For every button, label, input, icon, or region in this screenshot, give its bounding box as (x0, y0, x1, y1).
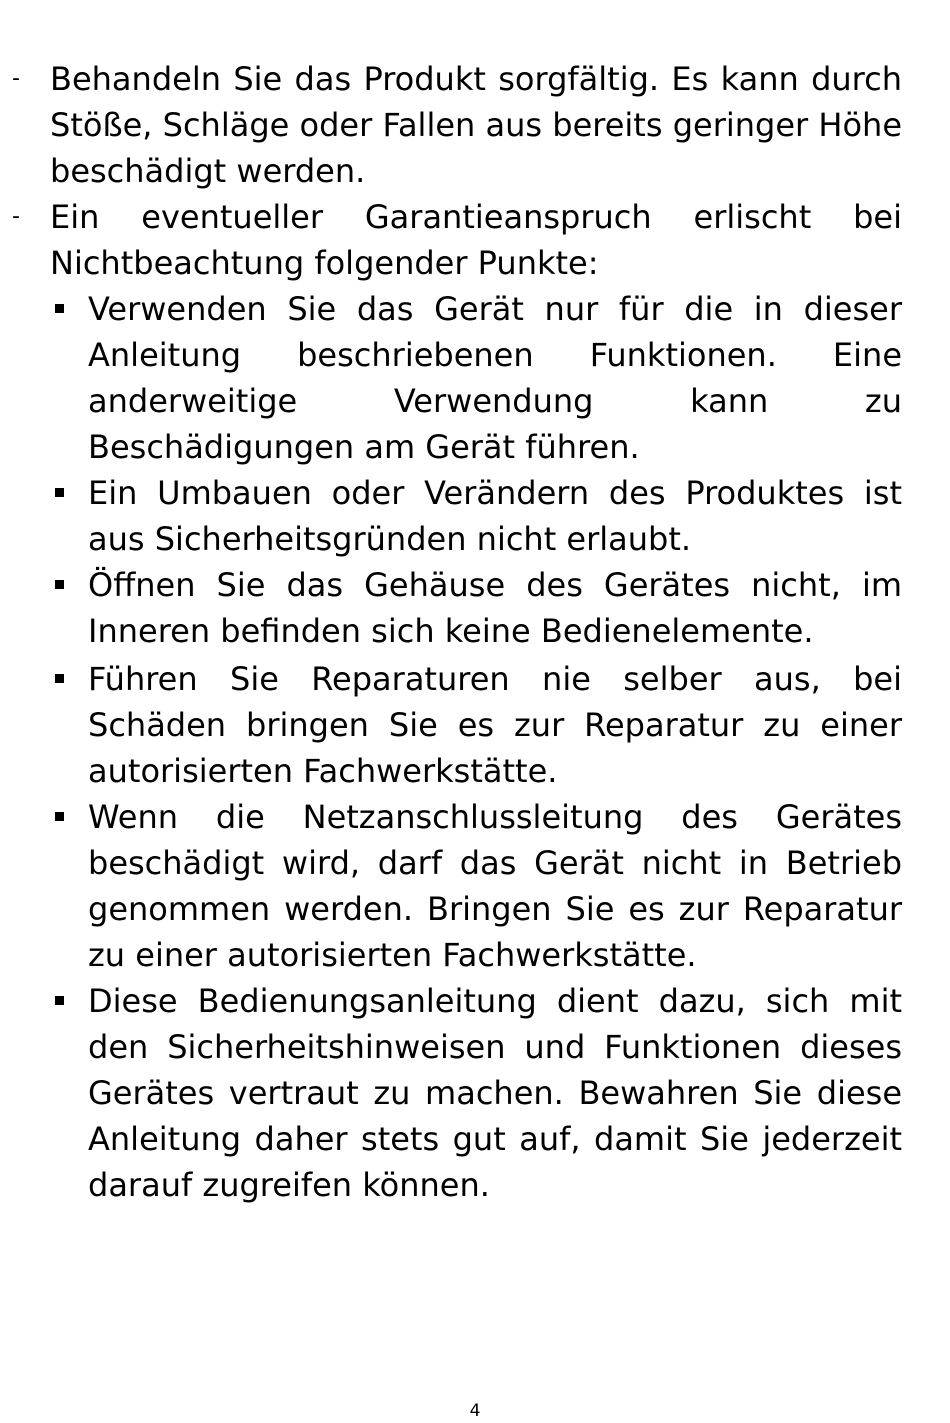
bullet-item-no-modification: Ein Umbauen oder Verändern des Produktes ist aus Sicherheitsgründen nicht erlaubt. (88, 474, 902, 558)
square-bullet-icon (55, 996, 64, 1005)
bullet-item-intended-use: Verwenden Sie das Gerät nur für die in dieser Anleitung beschriebenen Funktionen. Eine anderweitige Verwendung kann zu Beschädigungen am Gerät führen. (88, 290, 902, 466)
paragraph-warranty-notice: Ein eventueller Garantieanspruch erlischt bei Nichtbeachtung folgender Punkte: (50, 198, 902, 282)
square-bullet-icon (55, 580, 64, 589)
square-bullet-icon (55, 674, 64, 683)
bullet-item-damaged-cable: Wenn die Netzanschlussleitung des Gerätes beschädigt wird, darf das Gerät nicht in Betrieb genommen werden. Bringen Sie es zur Reparatur zu einer autorisierten Fachwerkstätte. (88, 798, 902, 974)
bullet-item-do-not-open: Öffnen Sie das Gehäuse des Gerätes nicht, im Inneren befinden sich keine Bedienelemente. (88, 566, 902, 650)
paragraph-handle-with-care: Behandeln Sie das Produkt sorgfältig. Es kann durch Stöße, Schläge oder Fallen aus bereits geringer Höhe beschädigt werden. (50, 60, 902, 190)
square-bullet-icon (55, 812, 64, 821)
dash-marker: - (12, 204, 20, 229)
bullet-item-no-self-repair: Führen Sie Reparaturen nie selber aus, bei Schäden bringen Sie es zur Reparatur zu einer autorisierten Fachwerkstätte. (88, 660, 902, 790)
bullet-item-keep-manual: Diese Bedienungsanleitung dient dazu, sich mit den Sicherheitshinweisen und Funktionen dieses Gerätes vertraut zu machen. Bewahren Sie diese Anleitung daher stets gut auf, damit Sie jederzeit darauf zugreifen können. (88, 982, 902, 1204)
dash-marker: - (12, 66, 20, 91)
square-bullet-icon (55, 304, 64, 313)
square-bullet-icon (55, 488, 64, 497)
page-number: 4 (469, 1401, 481, 1421)
